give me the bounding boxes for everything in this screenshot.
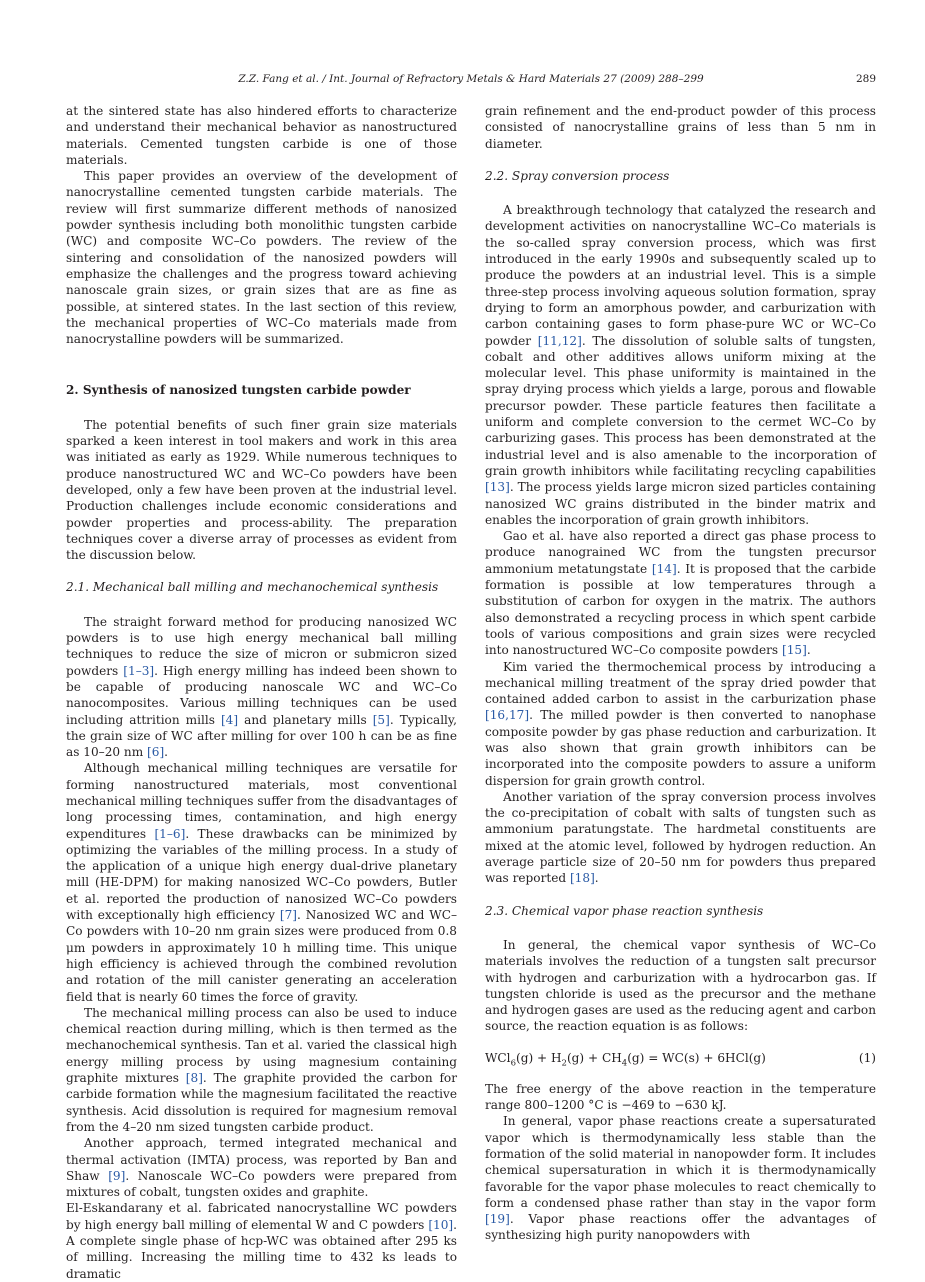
paragraph: The potential benefits of such finer grain size materials sparked a keen interest in tool makers and work in this area was initiated as early as 1929. While numerous techniques to produce nanostructured WC and WC–Co powders have been developed, only a few have been proven at the industrial level. Production challenges include economic considerations and powder properties and process-ability. The preparation techniques cover a diverse array of processes as evident from the discussion below. (66, 417, 457, 563)
citation-link[interactable]: [18] (569, 871, 595, 886)
text-run: . These drawbacks can be minimized by optimizing the variables of the milling process. In a study of the application of a unique high energy dual-drive planetary mill (HE-DPM) for making nanosized WC–Co powders, Butler et al. reported the production of nanosized WC–Co powders with exceptionally high efficiency (66, 826, 457, 923)
text-run: Gao et al. have also reported a direct gas phase process to produce nanograined WC from the tungsten precursor ammonium metatungstate (485, 529, 876, 576)
paragraph: at the sintered state has also hindered efforts to characterize and understand their mechanical behavior as nanostructured materials. Cemented tungsten carbide is one of those materials. (66, 104, 457, 167)
eq-text: (g) = WC(s) + 6HCl(g) (627, 1050, 766, 1065)
citation-link[interactable]: [14] (651, 561, 677, 576)
text-run: In general, vapor phase reactions create a supersaturated vapor which is thermodynamically less stable than the formation of the solid material in nanopowder form. It includes chemical supersaturation in which it is thermodynamically favorable for the vapor phase molecules to react chemically to form a condensed phase rather than stay in the vapor form (485, 1114, 876, 1210)
paragraph: The free energy of the above reaction in the temperature range 800–1200 °C is −469 to −630 kJ. (485, 1081, 876, 1113)
citation-link[interactable]: [7] (279, 908, 298, 923)
eq-subscript: 6 (510, 1058, 516, 1069)
citation-link[interactable]: [1–3] (123, 663, 155, 678)
paragraph (485, 1113, 876, 1243)
subsection-heading: 2.2. Spray conversion process (485, 168, 670, 183)
text-run: Another variation of the spray conversion process involves the co-precipitation of cobalt with salts of tungsten such as ammonium paratungstate. The hardmetal constituents are mixed at the atomic level, followed by hydrogen reduction. An average particle size of 20–50 nm for powders thus prepared was reported (485, 789, 876, 886)
paragraph (485, 789, 876, 887)
citation-link[interactable]: [16,17] (485, 708, 530, 723)
eq-subscript: 2 (561, 1058, 567, 1069)
running-head: Z.Z. Fang et al. / Int. Journal of Refractory Metals & Hard Materials 27 (2009) 288–299 (238, 73, 704, 85)
citation-link[interactable]: [5] (372, 712, 390, 727)
text-run: . It is proposed that the carbide formation is possible at low temperatures through a substitution of carbon for oxygen in the matrix. The authors also demonstrated a recycling process in which spent carbide tools of various compositions and grain sizes were recycled into nanostructured WC–Co composite powders (485, 561, 876, 658)
text-run: . (164, 745, 169, 760)
text-run: . (806, 643, 811, 658)
text-run: . A complete single phase of hcp-WC was obtained after 295 ks of milling. Increasing the milling time to 432 ks leads to dramatic (66, 1217, 457, 1281)
citation-link[interactable]: [6] (147, 745, 165, 760)
paragraph: This paper provides an overview of the development of nanocrystalline cemented tungsten carbide materials. The review will first summarize different methods of nanosized powder synthesis including both monolithic tungsten carbide (WC) and composite WC–Co powders. The review of the sintering and consolidation of the nanosized powders will emphasize the challenges and the progress toward achieving nanoscale grain sizes, or grain sizes that are as fine as possible, at sintered states. In the last section of this review, the mechanical properties of WC–Co materials made from nanocrystalline powders will be summarized. (66, 169, 457, 347)
citation-link[interactable]: [15] (782, 643, 807, 658)
paragraph (66, 614, 457, 761)
paragraph: grain refinement and the end-product powder of this process consisted of nanocrystalline grains of less than 5 nm in diameter. (485, 104, 876, 151)
paragraph (66, 1200, 457, 1281)
text-run: Although mechanical milling techniques are versatile for forming nanostructured materials, most conventional mechanical milling techniques suffer from the disadvantages of long processing times, contamination, and high energy expenditures (66, 761, 457, 841)
text-run: A breakthrough technology that catalyzed the research and development activities on nanocrystalline WC–Co materials is the so-called spray conversion process, which was first introduced in the early 1990s and subsequently scaled up to produce the powders at an industrial level. This is a simple three-step process involving aqueous solution formation, spray drying to form an amorphous powder, and carburization with carbon containing gases to form phase-pure WC or WC–Co powder (485, 203, 876, 348)
page-number: 289 (855, 73, 876, 85)
text-run: . The process yields large micron sized particles containing nanosized WC grains distributed in the binder matrix and enables the incorporation of grain growth inhibitors. (485, 480, 876, 527)
equation-number: (1) (858, 1050, 876, 1065)
citation-link[interactable]: [19] (485, 1212, 510, 1227)
text-run: . The milled powder is then converted to nanophase composite powder by gas phase reduction and carburization. It was also shown that grain growth inhibitors can be incorporated into the composite powders to assure a uniform dispersion for grain growth control. (485, 708, 876, 788)
citation-link[interactable]: [4] (220, 712, 239, 727)
paragraph (66, 1005, 457, 1135)
text-run: and planetary mills (238, 712, 373, 727)
paragraph: In general, the chemical vapor synthesis of WC–Co materials involves the reduction of a tungsten salt precursor with hydrogen and carburization with a hydrocarbon gas. If tungsten chloride is used as the precursor and the methane and hydrogen gases are used as the reducing agent and carbon source, the reaction equation is as follows: (485, 937, 876, 1034)
text-run: . (594, 871, 599, 886)
equation-body (485, 1049, 766, 1067)
eq-text: (g) + CH (566, 1050, 622, 1065)
running-header (66, 73, 876, 87)
text-run: . The dissolution of soluble salts of tungsten, cobalt and other additives allows uniform mixing at the molecular level. This phase uniformity is maintained in the spray drying process which yields a large, porous and flowable precursor powder. These particle features then facilitate a uniform and complete conversion to the cermet WC–Co by carburizing gases. This process has been demonstrated at the industrial level and is also amenable to the incorporation of grain growth inhibitors while facilitating recycling capabilities (485, 333, 876, 478)
subsection-heading: 2.3. Chemical vapor phase reaction synthesis (485, 903, 764, 918)
paragraph (66, 760, 457, 1004)
citation-link[interactable]: [8] (185, 1071, 203, 1086)
eq-text: WCl (485, 1050, 511, 1065)
text-run: . Typically, the grain size of WC after milling for over 100 h can be as fine as 10–20 nm (66, 712, 457, 760)
paragraph (66, 1135, 457, 1200)
section-heading: 2. Synthesis of nanosized tungsten carbide powder (66, 383, 411, 398)
text-run: El-Eskandarany et al. fabricated nanocrystalline WC powders by high energy ball milling of elemental W and C powders (66, 1201, 457, 1232)
left-column (66, 103, 457, 1282)
eq-subscript: 4 (621, 1058, 628, 1069)
text-run: . Nanoscale WC–Co powders were prepared from mixtures of cobalt, tungsten oxides and graphite. (66, 1168, 458, 1200)
citation-link[interactable]: [10] (428, 1217, 454, 1232)
citation-link[interactable]: [9] (108, 1168, 126, 1183)
text-run: The mechanical milling process can also be used to induce chemical reaction during milling, which is then termed as the mechanochemical synthesis. Tan et al. varied the classical high energy milling process by using magnesium containing graphite mixtures (66, 1005, 457, 1086)
citation-link[interactable]: [1–6] (154, 826, 186, 841)
text-run: The straight forward method for producing nanosized WC powders is to use high energy mechanical ball milling techniques to reduce the size of micron or submicron sized powders (66, 614, 457, 678)
text-run: . High energy milling has indeed been shown to be capable of producing nanoscale WC and WC–Co nanocomposites. Various milling techniques can be used including attrition mills (66, 663, 457, 727)
reaction-equation (485, 1049, 876, 1067)
text-run: Kim varied the thermochemical process by introducing a mechanical milling treatment of the spray dried powder that contained added carbon to assist in the carburization phase (485, 659, 876, 707)
paragraph (485, 659, 876, 789)
right-column (485, 103, 876, 1244)
text-run: . Vapor phase reactions offer the advantages of synthesizing high purity nanopowders with (485, 1212, 876, 1243)
text-run: . Nanosized WC and WC–Co powders with 10–20 nm grain sizes were produced from 0.8 μm powders in approximately 10 h milling time. This unique high efficiency is achieved through the combined revolution and rotation of the mill canister generating an acceleration field that is nearly 60 times the force of gravity. (66, 908, 457, 1004)
eq-text: (g) + H (515, 1050, 562, 1065)
paragraph (485, 202, 876, 528)
text-run: . The graphite provided the carbon for carbide formation while the magnesium facilitated the reactive synthesis. Acid dissolution is required for magnesium removal from the 4–20 nm sized tungsten carbide product. (66, 1071, 457, 1134)
text-run: Another approach, termed integrated mechanical and thermal activation (IMTA) process, was reported by Ban and Shaw (66, 1136, 457, 1183)
subsection-heading: 2.1. Mechanical ball milling and mechanochemical synthesis (66, 580, 439, 595)
paragraph (485, 528, 876, 658)
citation-link[interactable]: [11,12] (537, 333, 582, 348)
citation-link[interactable]: [13] (485, 480, 510, 495)
